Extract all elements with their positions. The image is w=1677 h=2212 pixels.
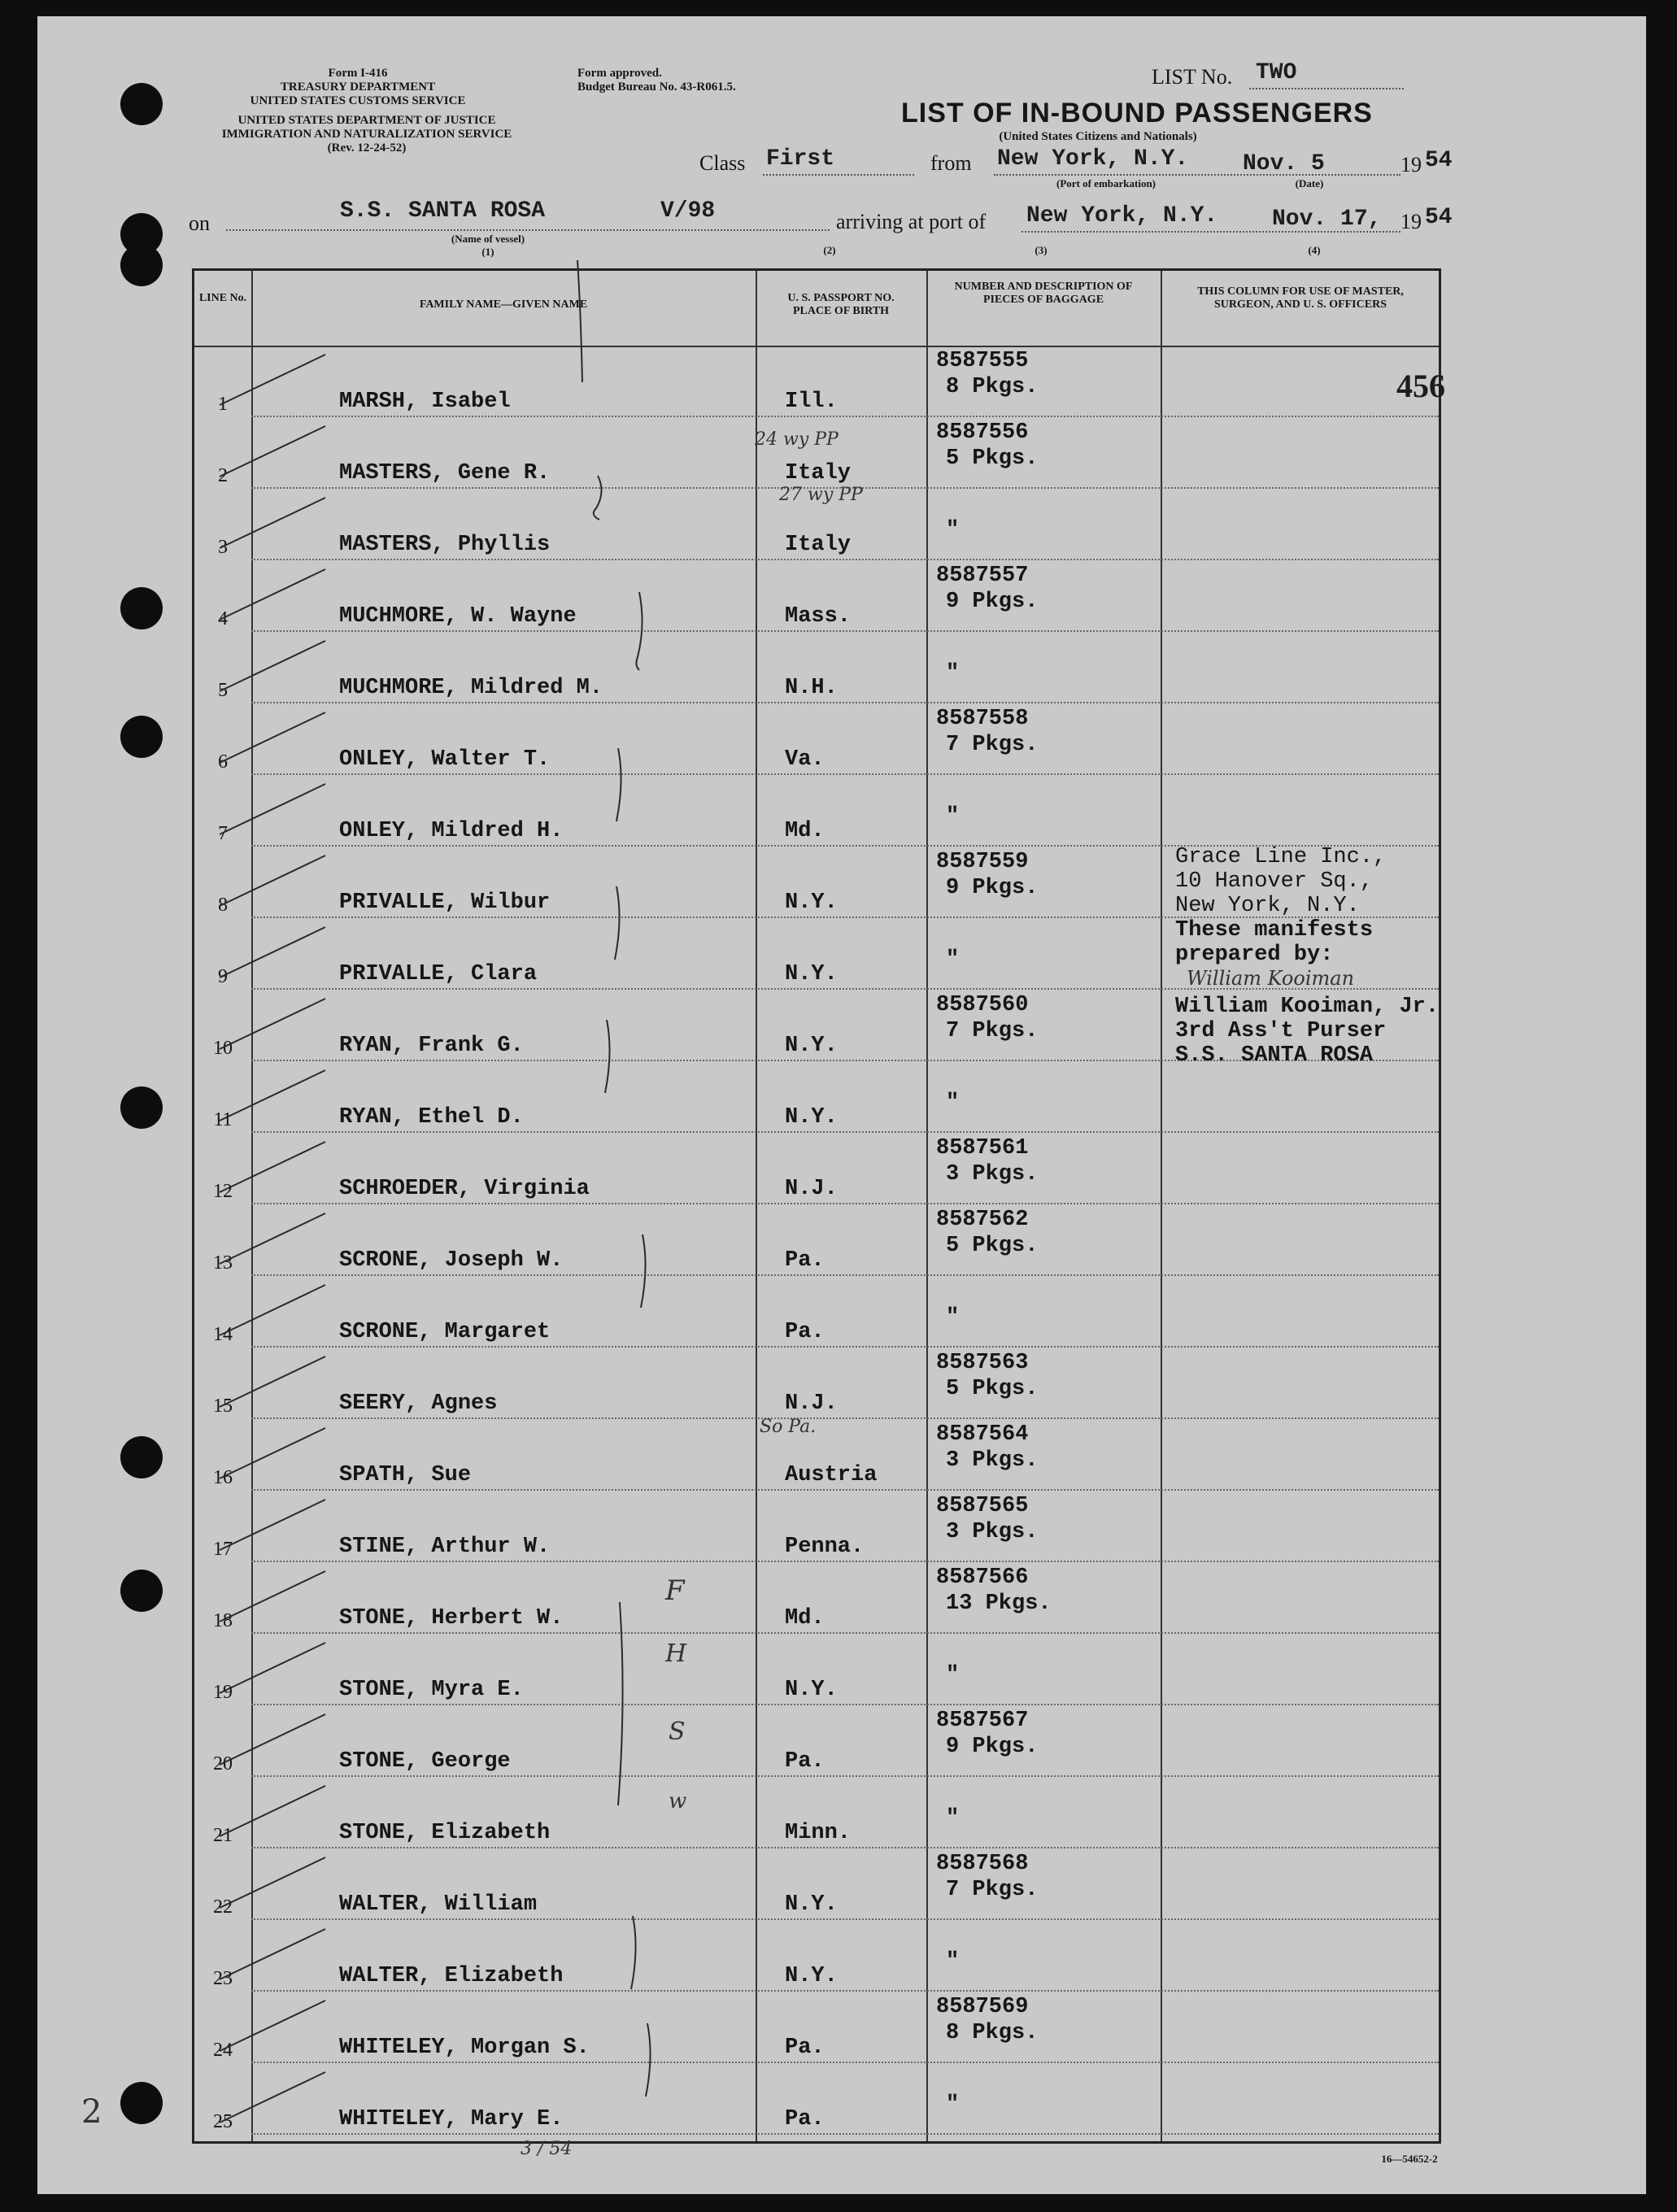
passenger-name: SEERY, Agnes xyxy=(339,1391,498,1416)
note-prepared: prepared by: xyxy=(1175,943,1334,967)
baggage-count: " xyxy=(946,1305,960,1330)
baggage-count: 5 Pkgs. xyxy=(946,1234,1039,1258)
from-date: Nov. 5 xyxy=(1243,151,1325,176)
baggage-count: " xyxy=(946,1663,960,1687)
baggage-tag: 8587558 xyxy=(936,707,1029,731)
place-of-birth: Italy xyxy=(785,461,852,486)
arrive-year-prefix: 19 xyxy=(1400,210,1422,233)
from-line xyxy=(994,174,1400,176)
date-caption: (Date) xyxy=(1295,177,1324,189)
caption-2: (2) xyxy=(823,244,836,256)
place-of-birth: N.Y. xyxy=(785,1034,838,1058)
handwritten-mark-row20: S xyxy=(669,1718,686,1746)
place-of-birth: Austria xyxy=(785,1463,878,1487)
table-row xyxy=(194,1133,1439,1204)
passenger-name: WALTER, William xyxy=(339,1892,538,1917)
place-of-birth: N.Y. xyxy=(785,962,838,986)
punch-hole xyxy=(120,1570,163,1612)
punch-hole xyxy=(120,83,163,125)
line-number: 20 xyxy=(213,1753,233,1774)
form-number: Form I-416 xyxy=(328,67,388,80)
line-number: 23 xyxy=(213,1968,233,1989)
passenger-name: MUCHMORE, Mildred M. xyxy=(339,676,603,700)
arrive-line xyxy=(1021,231,1400,233)
baggage-tag: 8587561 xyxy=(936,1136,1029,1160)
stamp-number: 456 xyxy=(1396,368,1445,404)
justice-block xyxy=(184,114,550,155)
list-no-line xyxy=(1249,88,1404,89)
place-of-birth: Penna. xyxy=(785,1535,865,1559)
place-of-birth: Pa. xyxy=(785,1320,825,1344)
baggage-count: " xyxy=(946,1091,960,1115)
baggage-count: 8 Pkgs. xyxy=(946,2021,1039,2045)
passenger-name: PRIVALLE, Wilbur xyxy=(339,890,551,915)
passenger-name: WHITELEY, Morgan S. xyxy=(339,2036,590,2060)
place-of-birth: Pa. xyxy=(785,2107,825,2131)
vessel-line xyxy=(226,229,830,231)
line-number: 5 xyxy=(218,680,228,701)
justice-dept: UNITED STATES DEPARTMENT OF JUSTICE xyxy=(237,114,496,127)
passenger-table xyxy=(192,268,1445,2144)
place-of-birth: N.Y. xyxy=(785,890,838,915)
note-purser-title: 3rd Ass't Purser xyxy=(1175,1019,1387,1043)
handwritten-mark-row21: w xyxy=(669,1789,687,1814)
print-code: 16—54652-2 xyxy=(1381,2153,1438,2165)
place-of-birth: Pa. xyxy=(785,2036,825,2060)
from-port: New York, N.Y. xyxy=(997,146,1189,172)
punch-hole xyxy=(120,2082,163,2124)
place-of-birth: Ill. xyxy=(785,390,838,414)
baggage-count: " xyxy=(946,661,960,686)
punch-hole xyxy=(120,716,163,758)
place-of-birth: N.J. xyxy=(785,1177,838,1201)
place-of-birth: N.Y. xyxy=(785,1964,838,1988)
table-row xyxy=(194,1777,1439,1848)
table-row xyxy=(194,417,1439,489)
handwritten-mark-row18: F xyxy=(665,1574,685,1607)
arrive-date: Nov. 17, xyxy=(1272,207,1382,232)
passenger-name: MASTERS, Phyllis xyxy=(339,533,551,557)
place-of-birth: Pa. xyxy=(785,1749,825,1774)
table-row xyxy=(194,1491,1439,1562)
baggage-count: 5 Pkgs. xyxy=(946,1377,1039,1401)
passenger-name: STINE, Arthur W. xyxy=(339,1535,551,1559)
voyage-number: V/98 xyxy=(660,198,716,224)
baggage-count: 7 Pkgs. xyxy=(946,1878,1039,1902)
table-row xyxy=(194,2063,1439,2135)
table-row xyxy=(194,703,1439,775)
baggage-count: 9 Pkgs. xyxy=(946,1735,1039,1759)
passenger-name: STONE, Elizabeth xyxy=(339,1821,551,1845)
baggage-count: 9 Pkgs. xyxy=(946,876,1039,900)
passenger-name: MASTERS, Gene R. xyxy=(339,461,551,486)
arriving-label: arriving at port of xyxy=(836,210,987,233)
passenger-name: MUCHMORE, W. Wayne xyxy=(339,604,577,629)
baggage-tag: 8587566 xyxy=(936,1565,1029,1590)
caption-3: (3) xyxy=(1035,244,1048,256)
vessel-caption xyxy=(407,233,569,259)
baggage-count: 7 Pkgs. xyxy=(946,733,1039,757)
form-approved: Form approved. xyxy=(577,67,662,80)
baggage-tag: 8587557 xyxy=(936,564,1029,588)
note-address: 10 Hanover Sq., xyxy=(1175,869,1374,894)
place-of-birth: Md. xyxy=(785,1606,825,1631)
baggage-tag: 8587569 xyxy=(936,1995,1029,2019)
line-number: 19 xyxy=(213,1682,233,1703)
place-of-birth: N.Y. xyxy=(785,1105,838,1130)
line-number: 3 xyxy=(218,537,228,558)
baggage-count: 9 Pkgs. xyxy=(946,590,1039,614)
baggage-count: " xyxy=(946,1949,960,1974)
customs-service: UNITED STATES CUSTOMS SERVICE xyxy=(250,94,466,107)
table-row xyxy=(194,1920,1439,1992)
class-label: Class xyxy=(699,151,746,175)
baggage-count: " xyxy=(946,1806,960,1831)
line-number: 14 xyxy=(213,1324,233,1345)
place-of-birth: Pa. xyxy=(785,1248,825,1273)
baggage-tag: 8587568 xyxy=(936,1852,1029,1876)
handwritten-mark-row19: H xyxy=(665,1639,687,1668)
note-company: Grace Line Inc., xyxy=(1175,845,1387,869)
baggage-tag: 8587567 xyxy=(936,1709,1029,1733)
passenger-name: STONE, George xyxy=(339,1749,511,1774)
col-header-officers: THIS COLUMN FOR USE OF MASTER, SURGEON, AND U. S. OFFICERS xyxy=(1197,285,1404,311)
baggage-count: 5 Pkgs. xyxy=(946,446,1039,471)
table-row xyxy=(194,346,1439,417)
table-row xyxy=(194,632,1439,703)
from-year-prefix: 19 xyxy=(1400,153,1422,176)
place-of-birth: N.H. xyxy=(785,676,838,700)
line-number: 8 xyxy=(218,895,228,916)
place-of-birth: N.J. xyxy=(785,1391,838,1416)
note-purser-name: William Kooiman, Jr. xyxy=(1175,995,1440,1019)
passenger-name: WALTER, Elizabeth xyxy=(339,1964,564,1988)
baggage-tag: 8587565 xyxy=(936,1494,1029,1518)
passenger-name: ONLEY, Mildred H. xyxy=(339,819,564,843)
place-of-birth: N.Y. xyxy=(785,1892,838,1917)
line-number: 2 xyxy=(218,465,228,486)
line-number: 16 xyxy=(213,1467,233,1488)
place-of-birth: Md. xyxy=(785,819,825,843)
baggage-tag: 8587563 xyxy=(936,1351,1029,1375)
note-city: New York, N.Y. xyxy=(1175,894,1360,918)
form-id-block xyxy=(244,67,472,108)
revision-date: (Rev. 12-24-52) xyxy=(327,142,407,155)
passenger-name: RYAN, Ethel D. xyxy=(339,1105,524,1130)
class-value: First xyxy=(766,146,835,172)
place-of-birth: Italy xyxy=(785,533,852,557)
place-of-birth: Va. xyxy=(785,747,825,772)
ins-service: IMMIGRATION AND NATURALIZATION SERVICE xyxy=(221,128,512,141)
line-number: 15 xyxy=(213,1396,233,1417)
handwritten-note-row16: So Pa. xyxy=(760,1417,817,1437)
shipping-line-note xyxy=(1175,845,1439,1068)
baggage-count: 8 Pkgs. xyxy=(946,375,1039,399)
from-year: 54 xyxy=(1425,148,1453,173)
baggage-count: 13 Pkgs. xyxy=(946,1592,1052,1616)
line-number: 18 xyxy=(213,1610,233,1631)
form-title: LIST OF IN-BOUND PASSENGERS xyxy=(901,98,1373,128)
punch-hole xyxy=(120,1436,163,1478)
line-number: 12 xyxy=(213,1181,233,1202)
line-number: 9 xyxy=(218,966,228,987)
punch-hole xyxy=(120,244,163,286)
line-number: 13 xyxy=(213,1252,233,1274)
place-of-birth: N.Y. xyxy=(785,1678,838,1702)
on-label: on xyxy=(189,211,210,235)
table-row xyxy=(194,1562,1439,1634)
baggage-count: " xyxy=(946,947,960,972)
caption-1: (1) xyxy=(481,246,494,258)
line-number: 4 xyxy=(218,608,228,629)
baggage-count: 3 Pkgs. xyxy=(946,1520,1039,1544)
baggage-tag: 8587555 xyxy=(936,349,1029,373)
table-row xyxy=(194,1419,1439,1491)
vessel-name: S.S. SANTA ROSA xyxy=(340,198,546,224)
line-number: 6 xyxy=(218,751,228,773)
passenger-name: SCRONE, Margaret xyxy=(339,1320,551,1344)
table-row xyxy=(194,1848,1439,1920)
line-number: 11 xyxy=(213,1109,233,1130)
passenger-name: SCRONE, Joseph W. xyxy=(339,1248,564,1273)
passenger-name: STONE, Herbert W. xyxy=(339,1606,564,1631)
note-ship: S.S. SANTA ROSA xyxy=(1175,1043,1374,1068)
line-number: 10 xyxy=(213,1038,233,1059)
handwritten-note-row3: 27 wy PP xyxy=(779,485,863,505)
col-header-name: FAMILY NAME—GIVEN NAME xyxy=(419,298,588,311)
table-row xyxy=(194,1204,1439,1276)
line-number: 22 xyxy=(213,1896,233,1918)
line-number: 24 xyxy=(213,2040,233,2061)
table-row xyxy=(194,775,1439,847)
baggage-tag: 8587560 xyxy=(936,993,1029,1017)
baggage-count: " xyxy=(946,804,960,829)
table-row xyxy=(194,560,1439,632)
passenger-name: ONLEY, Walter T. xyxy=(339,747,551,772)
line-number: 17 xyxy=(213,1539,233,1560)
arrive-port: New York, N.Y. xyxy=(1026,203,1218,229)
baggage-count: 7 Pkgs. xyxy=(946,1019,1039,1043)
table-row xyxy=(194,1276,1439,1348)
line-number: 25 xyxy=(213,2111,233,2132)
baggage-tag: 8587562 xyxy=(936,1208,1029,1232)
place-of-birth: Mass. xyxy=(785,604,852,629)
note-manifests: These manifests xyxy=(1175,918,1374,943)
col-header-baggage: NUMBER AND DESCRIPTION OF PIECES OF BAGGAGE xyxy=(954,281,1133,306)
baggage-count: 3 Pkgs. xyxy=(946,1448,1039,1473)
handwritten-note-row2: 24 wy PP xyxy=(755,429,838,450)
table-row xyxy=(194,1348,1439,1419)
col-header-passport: U. S. PASSPORT NO. PLACE OF BIRTH xyxy=(787,292,895,317)
class-line xyxy=(763,174,914,176)
from-label: from xyxy=(930,151,972,175)
bottom-scrawl: 3 / 54 xyxy=(521,2139,573,2159)
place-of-birth: Minn. xyxy=(785,1821,852,1845)
passenger-name: RYAN, Frank G. xyxy=(339,1034,524,1058)
passenger-name: PRIVALLE, Clara xyxy=(339,962,538,986)
col-header-line-no: LINE No. xyxy=(198,292,247,304)
punch-hole xyxy=(120,587,163,629)
baggage-count: " xyxy=(946,2092,960,2117)
form-subtitle: (United States Citizens and Nationals) xyxy=(999,130,1197,143)
port-embark-caption: (Port of embarkation) xyxy=(1056,177,1156,189)
baggage-count: " xyxy=(946,518,960,542)
treasury-dept: TREASURY DEPARTMENT xyxy=(280,81,436,94)
passenger-name: SPATH, Sue xyxy=(339,1463,472,1487)
vessel-caption-text: (Name of vessel) xyxy=(451,233,525,245)
margin-number: 2 xyxy=(81,2093,102,2131)
punch-hole xyxy=(120,1086,163,1129)
baggage-count: 3 Pkgs. xyxy=(946,1162,1039,1187)
table-row xyxy=(194,1634,1439,1705)
approval-block xyxy=(577,67,789,94)
list-no-label: LIST No. xyxy=(1152,65,1233,89)
baggage-tag: 8587556 xyxy=(936,420,1029,445)
arrive-year: 54 xyxy=(1425,205,1453,230)
table-row xyxy=(194,1705,1439,1777)
baggage-tag: 8587564 xyxy=(936,1422,1029,1447)
row-rule xyxy=(251,2133,1439,2135)
passenger-name: SCHROEDER, Virginia xyxy=(339,1177,590,1201)
line-number: 7 xyxy=(218,823,228,844)
budget-bureau: Budget Bureau No. 43-R061.5. xyxy=(577,81,736,94)
passenger-name: MARSH, Isabel xyxy=(339,390,511,414)
passenger-name: STONE, Myra E. xyxy=(339,1678,524,1702)
table-row xyxy=(194,1992,1439,2063)
list-no-value: TWO xyxy=(1256,60,1297,85)
table-row xyxy=(194,1061,1439,1133)
line-number: 1 xyxy=(218,394,228,415)
caption-4: (4) xyxy=(1308,244,1321,256)
purser-signature: William Kooiman xyxy=(1187,967,1355,990)
baggage-tag: 8587559 xyxy=(936,850,1029,874)
line-number: 21 xyxy=(213,1825,233,1846)
passenger-name: WHITELEY, Mary E. xyxy=(339,2107,564,2131)
